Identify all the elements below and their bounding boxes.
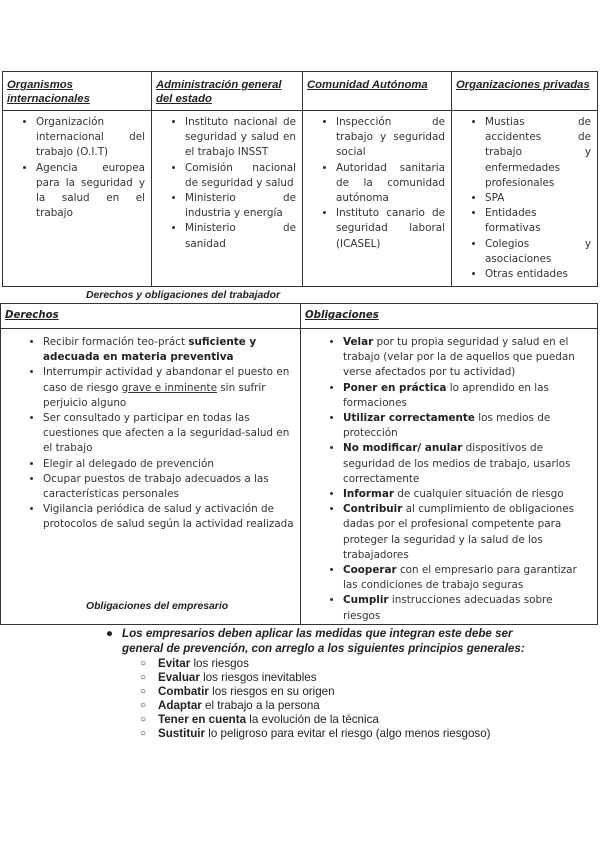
organismos-header-row — [3, 72, 598, 111]
cell-privadas — [452, 111, 598, 287]
list-derechos — [1, 335, 300, 533]
trabajador-header-row — [1, 304, 598, 329]
list-item: • Interrumpir actividad y abandonar el puesto en caso de riesgo grave e inminente sin sufrir perjuicio alguno — [43, 365, 294, 411]
col-header-internacionales: Organismos internacionales — [7, 79, 90, 105]
circle-bullet-icon: ○ — [140, 728, 147, 739]
list-item: ○ Tener en cuenta la evolución de la técnica — [140, 713, 379, 726]
organismos-table — [2, 71, 598, 287]
list-item: ○ Adaptar el trabajo a la persona — [140, 699, 320, 712]
list-item: • Contribuir al cumplimiento de obligaciones dadas por el profesional competente para proteger la seguridad y la salud de los trabajadores — [343, 502, 591, 563]
col-header-obligaciones: Obligaciones — [305, 310, 379, 321]
col-header-comunidad: Comunidad Autónoma — [307, 79, 428, 91]
cell-obligaciones — [301, 329, 598, 625]
list-obligaciones — [301, 335, 597, 624]
list-item: • No modificar/ anular dispositivos de seguridad de los medios de trabajo, usarlos correctamente — [343, 441, 591, 487]
list-item: • Otras entidades — [485, 267, 591, 282]
list-item: • Entidades formativas — [485, 206, 591, 236]
list-item: • Utilizar correctamente los medios de protección — [343, 411, 591, 441]
list-item: • Autoridad sanitaria de la comunidad autónoma — [336, 161, 445, 207]
list-item: • Ministerio de sanidad — [185, 221, 296, 251]
empresario-section — [106, 626, 526, 741]
list-item: • Ocupar puestos de trabajo adecuados a las características personales — [43, 472, 294, 502]
organismos-body-row — [3, 111, 598, 287]
circle-bullet-icon: ○ — [140, 714, 147, 725]
list-item: • Velar por tu propia seguridad y salud en el trabajo (velar por la de aquellos que puedan verse afectados por tu actividad) — [343, 335, 591, 381]
list-item: ○ Combatir los riesgos en su origen — [140, 685, 335, 698]
principios-list — [106, 657, 526, 741]
list-internacionales — [3, 115, 151, 221]
list-item: • Poner en práctica lo aprendido en las formaciones — [343, 381, 591, 411]
circle-bullet-icon: ○ — [140, 672, 147, 683]
list-item: • SPA — [485, 191, 591, 206]
caption-trabajador: Derechos y obligaciones del trabajador — [86, 290, 281, 301]
list-privadas — [452, 115, 597, 282]
list-item: • Informar de cualquier situación de riesgo — [343, 487, 591, 502]
trabajador-body-row — [1, 329, 598, 625]
list-item: ○ Sustituir lo peligroso para evitar el riesgo (algo menos riesgoso) — [140, 727, 491, 740]
list-item: • Colegios y asociaciones — [485, 237, 591, 267]
list-item: • Instituto canario de seguridad laboral (ICASEL) — [336, 206, 445, 252]
list-item: • Instituto nacional de seguridad y salud en el trabajo INSST — [185, 115, 296, 161]
cell-internacionales — [3, 111, 152, 287]
cell-estado — [152, 111, 303, 287]
list-item: • Recibir formación teo-práct suficiente y adecuada en materia preventiva — [43, 335, 294, 365]
list-item: • Organización internacional del trabajo (O.I.T) — [36, 115, 145, 161]
list-item: • Inspección de trabajo y seguridad social — [336, 115, 445, 161]
cell-comunidad — [303, 111, 452, 287]
trabajador-table — [0, 303, 598, 625]
list-item: • Mustias de accidentes de trabajo y enfermedades profesionales — [485, 115, 591, 191]
list-item: ○ Evaluar los riesgos inevitables — [140, 671, 317, 684]
list-item: • Comisión nacional de seguridad y salud — [185, 161, 296, 191]
list-item: • Elegir al delegado de prevención — [43, 457, 294, 472]
cell-derechos — [1, 329, 301, 625]
col-header-privadas: Organizaciones privadas — [456, 79, 590, 91]
col-header-estado: Administración general del estado — [156, 79, 282, 105]
circle-bullet-icon: ○ — [140, 686, 147, 697]
list-comunidad — [303, 115, 451, 252]
list-item: • Ser consultado y participar en todas las cuestiones que afecten a la seguridad-salud en el trabajo — [43, 411, 294, 457]
bullet-icon: ● — [106, 627, 114, 640]
col-header-derechos: Derechos — [5, 310, 59, 321]
circle-bullet-icon: ○ — [140, 700, 147, 711]
list-item: • Agencia europea para la seguridad y la salud en el trabajo — [36, 161, 145, 222]
list-item: • Ministerio de industria y energía — [185, 191, 296, 221]
list-item: • Cooperar con el empresario para garantizar las condiciones de trabajo seguras — [343, 563, 591, 593]
caption-empresario: Obligaciones del empresario — [86, 601, 229, 612]
empresario-intro: ● Los empresarios deben aplicar las medidas que integran este debe ser general de prevención, con arreglo a los siguientes principios generales: — [106, 627, 525, 655]
list-item: • Cumplir instrucciones adecuadas sobre riesgos — [343, 593, 591, 623]
list-estado — [152, 115, 302, 252]
list-item: • Vigilancia periódica de salud y activación de protocolos de salud según la actividad realizada — [43, 502, 294, 532]
circle-bullet-icon: ○ — [140, 658, 147, 669]
list-item: ○ Evitar los riesgos — [140, 657, 249, 670]
